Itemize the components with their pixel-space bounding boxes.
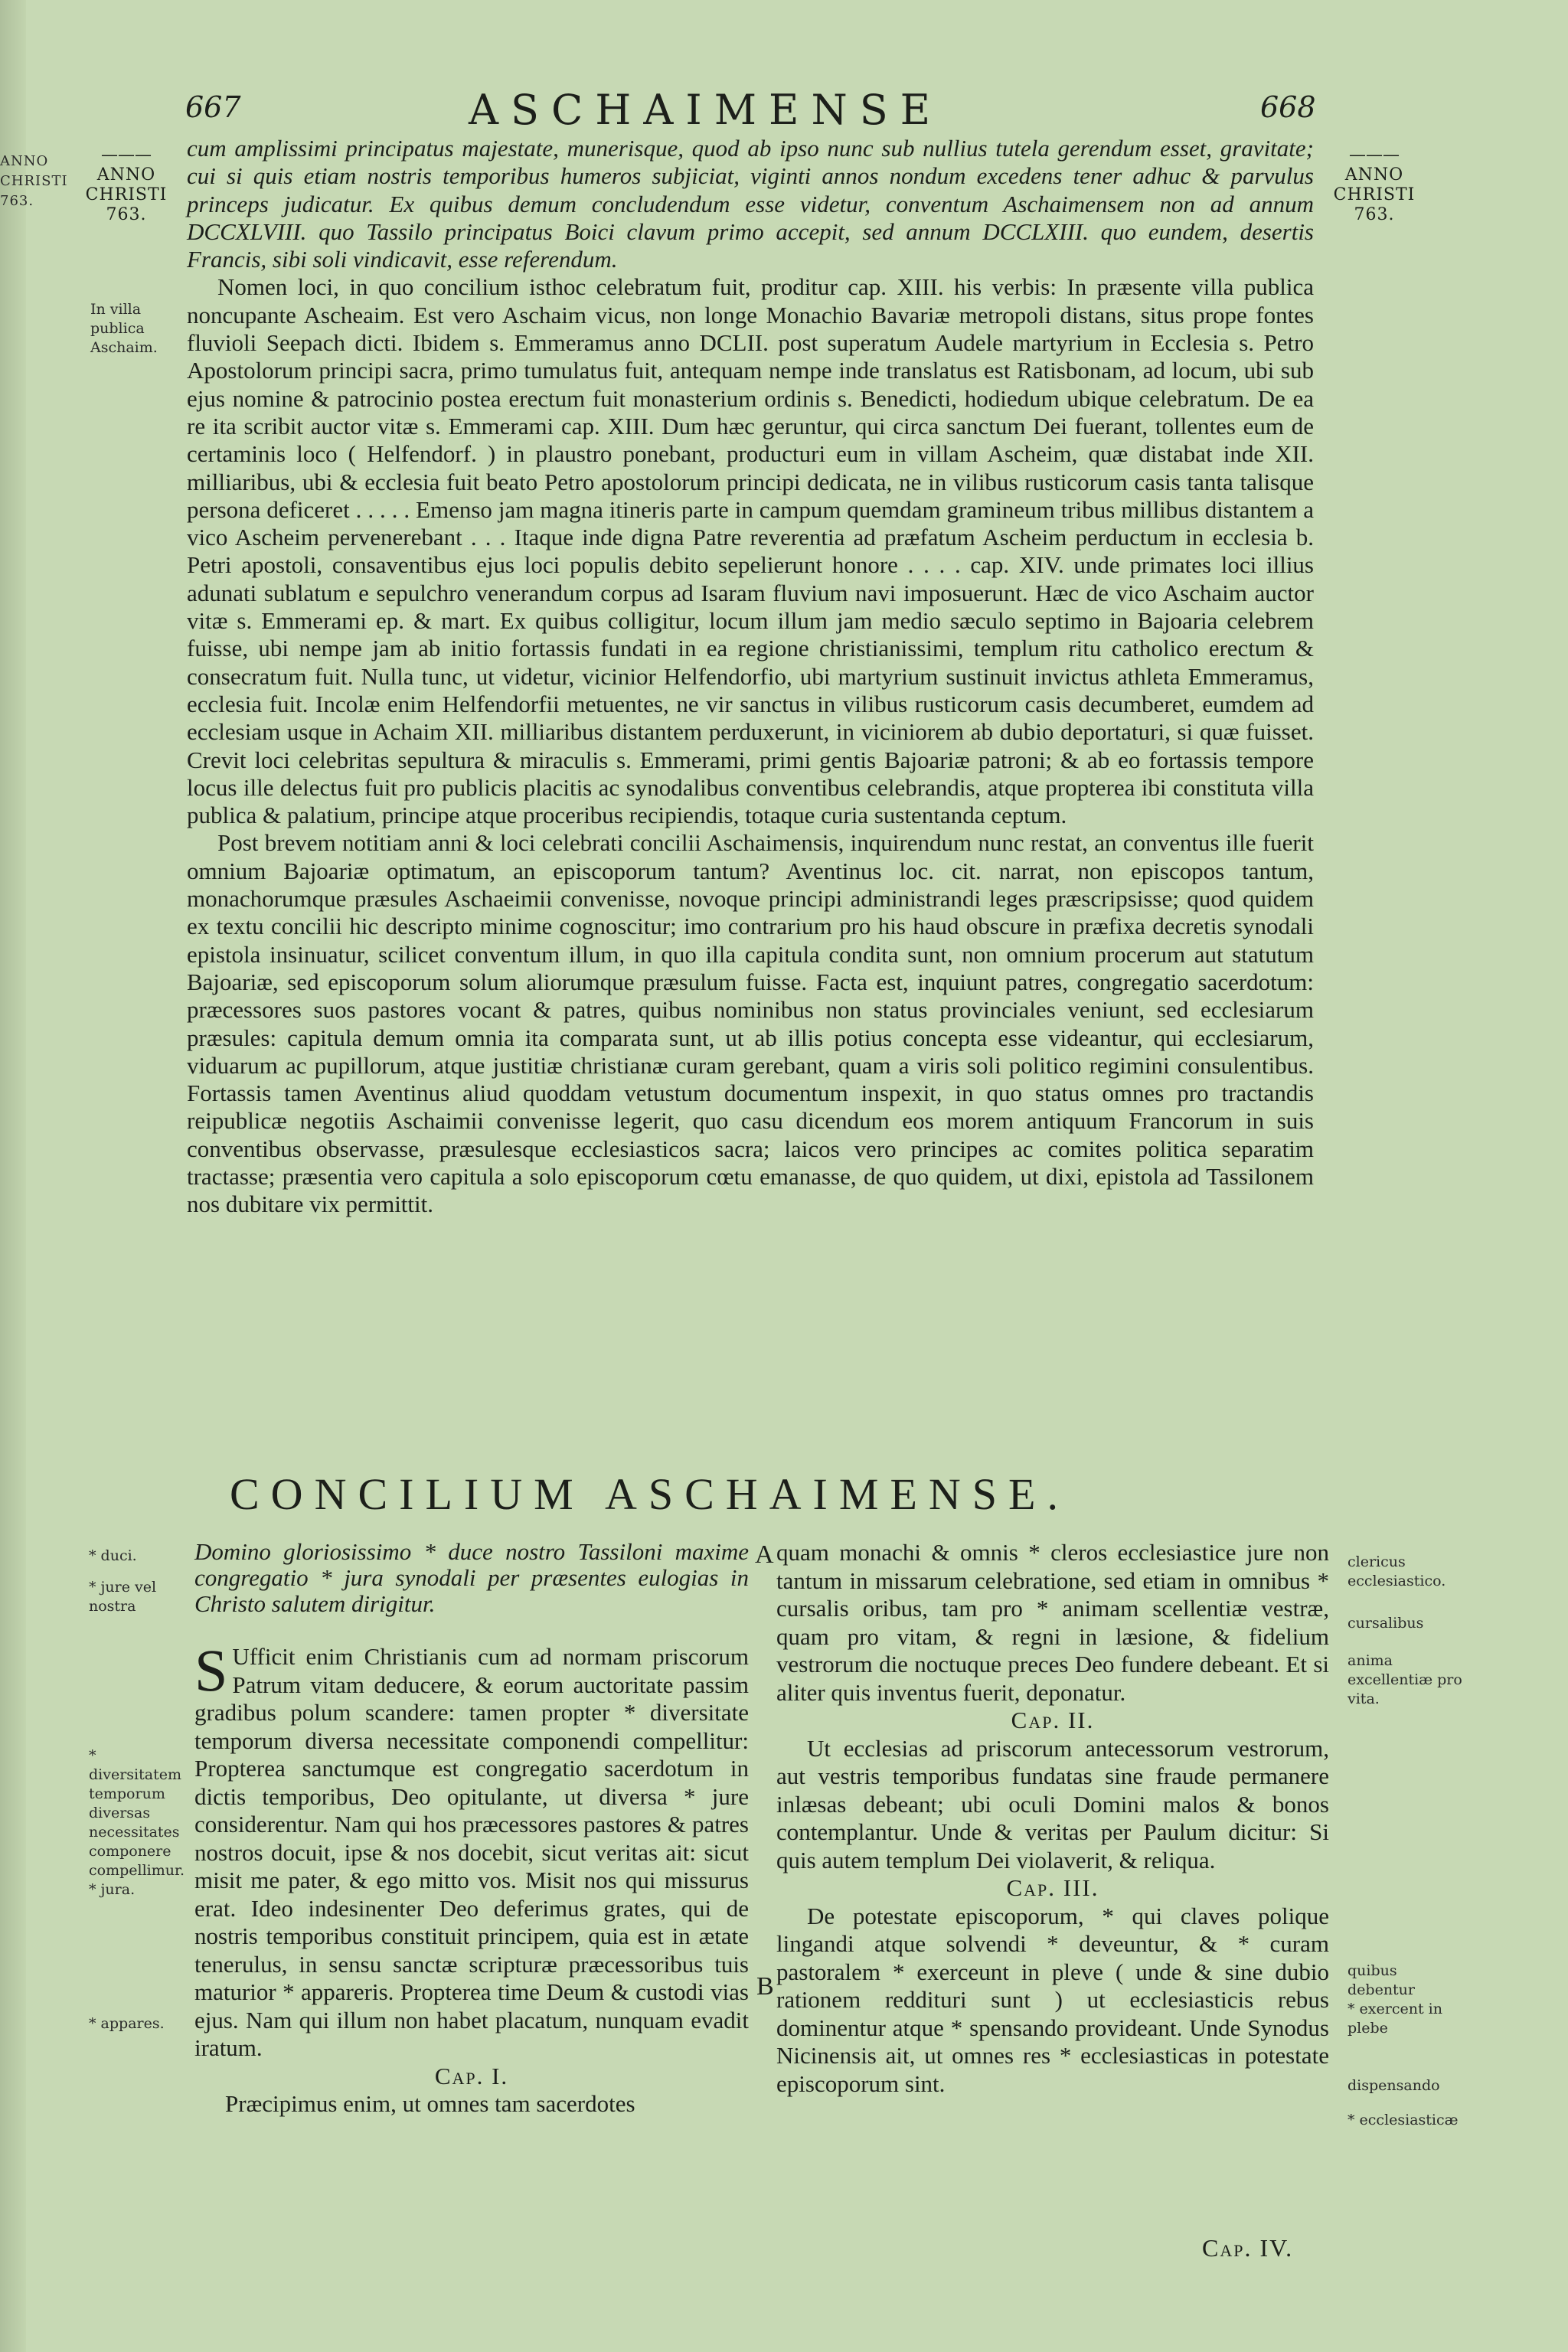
paragraph-text: Ufficit enim Christianis cum ad normam priscorum Patrum vitam deducere, & eorum auctoritate passim gradibus polum scandere: tamen propter * diversitate temporum diversa necessitate componendi compellitur: Propterea sanctumque est congregatio sacerdotum in dictis temporibus, Deo opitulante, ut diversa * jure considerentur. Nam qui hos præcessores pastores & patres nostros docuit, ipse & nos docebit, sicut veritas ait: sicut misit me pater, & ego mitto vos. Misit nos qui missurus erat. Ideo indesinenter Deo deferimus grates, qui de nostris temporibus constituit principem, quia est in ætate tenerulus, in sensu sanctæ scripturæ præcessoribus tuis maturior * appareris. Propterea time Deum & custodi vias ejus. Nam qui illum non habet placatum, nunquam evadit iratum. [194,1643,749,2061]
paragraph [194,1637,749,2063]
column-marker-b: B [756,1972,774,2001]
margin-note: anima excellentiæ pro vita. [1348,1652,1462,1707]
margin-note: * jure vel nostra [89,1579,157,1615]
book-spine [0,0,68,2352]
paragraph: quam monachi & omnis * cleros ecclesiastice jure non tantum in missarum celebratione, sed etiam in omnibus * cursalis oribus, tam pro * animam scellentiæ vestræ, quam pro vitam, & regni in læsione, & fidelium vestrorum die noctuque preces Deo fundere debeant. Et si aliter quis inventus fuerit, deponatur. [776,1539,1329,1706]
paragraph: De potestate episcoporum, * qui claves polique lingandi atque solvendi * deveuntur, & * curam pastoralem * exerceunt in pleve ( unde & sine dubio rationem reddituri sunt ) ut ecclesiasticis rebus dominentur atque * spensando provideant. Unde Synodus Nicinensis ait, ut omnes res * ecclesiasticas in potestate episcoporum sint. [776,1902,1329,2097]
margin-anno-label: ANNO [1344,165,1404,185]
margin-note: cursalibus [1348,1615,1424,1632]
margin-note-villa: In villa publica Aschaim. [90,301,158,356]
concilium-heading: CONCILIUM ASCHAIMENSE. [230,1469,1070,1519]
margin-notes-right [1348,1553,1462,2130]
chapter-heading: Cap. II. [1011,1707,1095,1733]
margin-christi-label: CHRISTI [1333,185,1416,204]
margin-note: dispensando [1348,2077,1440,2094]
paragraph: cum amplissimi principatus majestate, munerisque, quod ab ipso nunc sub nullius tutela gerendum esset, gravitate; cui si quis etiam nostris temporibus humeros subjiciat, viginti annos nondum excedens tener adhuc & parvulus princeps judicatur. Ex quibus demum concludendum esse videtur, conventum Aschaimensem non ad annum DCCXLVIII. quo Tassilo principatus Boici clavum primo accepit, sed annum DCCLXIII. quo eundem, desertis Francis, sibi soli vindicavit, esse referendum. [187,135,1314,273]
page-number-left: 667 [185,90,241,124]
margin-notes-left [89,1547,188,2034]
margin-anno-label: ANNO [96,165,156,185]
margin-note: * diversitatem temporum diversas necessitates componere compellimur. [89,1747,185,1879]
paragraph: Ut ecclesias ad priscorum antecessorum vestrorum, aut vestris temporibus fundatas sine fraude permanere inlæsas debeant; ubi oculi Domini malos & bonos contemplantur. Unde & veritas per Paulum dicitur: Si quis autem templum Dei violaverit, & reliqua. [776,1734,1329,1873]
drop-cap: S [194,1637,228,1704]
dedication: Domino gloriosissimo * duce nostro Tassiloni maxime congregatio * jura synodali per præsentes eulogias in Christo salutem dirigitur. [194,1538,749,1617]
margin-note: * jura. [89,1881,136,1898]
margin-note: * duci. [89,1547,137,1564]
commentary-text [187,135,1314,1219]
margin-rule: ——— [101,145,152,165]
paragraph: Post brevem notitiam anni & loci celebrati concilii Aschaimensis, inquirendum nunc restat, an conventus ille fuerit omnium Bajoariæ optimatum, an episcoporum tantum? Aventinus loc. cit. narrat, non episcopos tantum, monachorumque præsules Aschaeimii convenisse, novoque principi administrandi leges præscripsisse; quod quidem ex textu concilii hic descripto minime cognoscitur; imo contrarium pro his haud obscure in præfixa decretis synodali epistola insinuatur, scilicet conventum illum, in quo illa capitula condita sunt, non omnium procerum aut statutum Bajoariæ, sed episcoporum solum aliorumque præsulum fuisse. Facta est, inquiunt patres, congregatio sacerdotum: præcessores suos pastores vocant & patres, quibus nominibus non status provinciales veniunt, sed ecclesiarum præsules: capitula demum omnia ita comparata sunt, ut ab illis potius concepta esse videantur, qui ecclesiarum, viduarum ac pupillorum, atque justitiæ christianæ curam gerebant, quam a viris soli politico regimini consulentibus. Fortassis tamen Aventinus aliud quoddam vetustum documentum inspexit, in quo status omnes pro tractandis reipublicæ negotiis Aschaimii convenisse legerit, quo casu dicendum eos morem antiquum Francorum in suis conventibus observasse, præsulesque ecclesiasticos sacra; laicos vero principes ac comites politica separatim tractasse; præsentia vero capitula a solo episcoporum cœtu emanasse, de quo quidem, ut dixi, epistola ad Tassilonem nos dubitare vix permittit. [187,829,1314,1218]
spine-text: ANNO CHRISTI 763. [0,153,68,209]
concilium-right-column [776,1539,1329,2098]
margin-year-label: 763. [1354,205,1395,224]
chapter-heading: Cap. I. [434,2062,509,2089]
paragraph: Nomen loci, in quo concilium isthoc celebratum fuit, proditur cap. XIII. his verbis: In præsente villa publica noncupante Ascheaim. Est vero Aschaim vicus, non longe Monachio Bavariæ metropoli distans, situs prope fontes fluvioli Seepach dicti. Ibidem s. Emmeramus anno DCLII. post superatum Audele martyrium in Ecclesia s. Petro Apostolorum principi sacra, primo tumulatus fuit, antequam nempe inde translatus est Ratisbonam, ad locum, ubi sub ejus nomine & patrocinio postea erectum fuit monasterium ordinis s. Benedicti, hodiedum ubique celebratum. De ea re ita scribit auctor vitæ s. Emmerami cap. XIII. Dum hæc geruntur, qui circa sanctum Dei fuerant, tollentes eum de certaminis loco ( Helfendorf. ) in plaustro ponebant, producturi eum in villam Ascheim, quæ distabat inde XII. milliaribus, ubi & ecclesia fuit beato Petro apostolorum principi dedicata, ne in vilibus rusticorum casis tanta talisque persona deficeret . . . . . Emenso jam magna itineris parte in campum quemdam gramineum tribus millibus distantem a vico Ascheim pervenerebant . . . Itaque inde digna Patre reverentia ad præfatum Ascheim perductum in ecclesia b. Petri apostoli, consaventibus ejus loci populis debito sepelierunt honore . . . . cap. XIV. unde primates loci illius adunati sublatum e sepulchro venerandum corpus ad Isaram fluvium navi imposuerunt. Hæc de vico Aschaim auctor vitæ s. Emmerami ep. & mart. Ex quibus colligitur, locum illum jam medio sæculo septimo in Bajoaria celebrem fuisse, ubi nempe jam ab initio fortassis fundati in ea regione christianissimi, templum ritu catholico erectum & consecratum fuit. Nulla tunc, ut videtur, vicinior Helfendorfio, ubi martyrium sustinuit invictus athleta Emmeramus, ecclesia fuit. Incolæ enim Helfendorfii metuentes, ne vir sanctus in vilibus rusticorum casis decumberet, eumdem ad ecclesiam usque in Achaim XII. milliaribus distantem perduxerunt, in viciniorem ab dubio deportaturi, si quæ fuisset. Crevit loci celebritas sepultura & miraculis s. Emmerami, primi gentis Bajoariæ patroni; & ab eo fortassis tempore locus ille delectus fuit pro publicis placitis ac synodalibus conventibus celebrandis, atque propterea ibi constituta villa publica & palatium, principe atque proceribus recipiendis, totaque curia sustentanda ceptum. [187,273,1314,829]
running-title: ASCHAIMENSE [469,86,943,134]
page-number-right: 668 [1260,90,1316,124]
margin-note: quibus debentur [1348,1962,1416,1998]
margin-year-left [84,145,168,225]
column-marker-a: A [755,1540,774,1569]
margin-note: * ecclesiasticæ [1348,2112,1459,2128]
margin-year-right [1332,145,1416,225]
margin-rule: ——— [1349,145,1400,165]
concilium-left-column [194,1539,749,2118]
margin-note: * exercent in plebe [1348,2001,1442,2037]
margin-note: * appares. [89,2015,165,2032]
chapter-heading: Cap. III. [1006,1874,1099,1901]
paragraph: Præcipimus enim, ut omnes tam sacerdotes [225,2090,635,2117]
margin-christi-label: CHRISTI [85,185,168,204]
margin-year-label: 763. [106,205,147,224]
catchword: Cap. IV. [1202,2234,1294,2262]
margin-note: clericus ecclesiastico. [1348,1553,1446,1589]
